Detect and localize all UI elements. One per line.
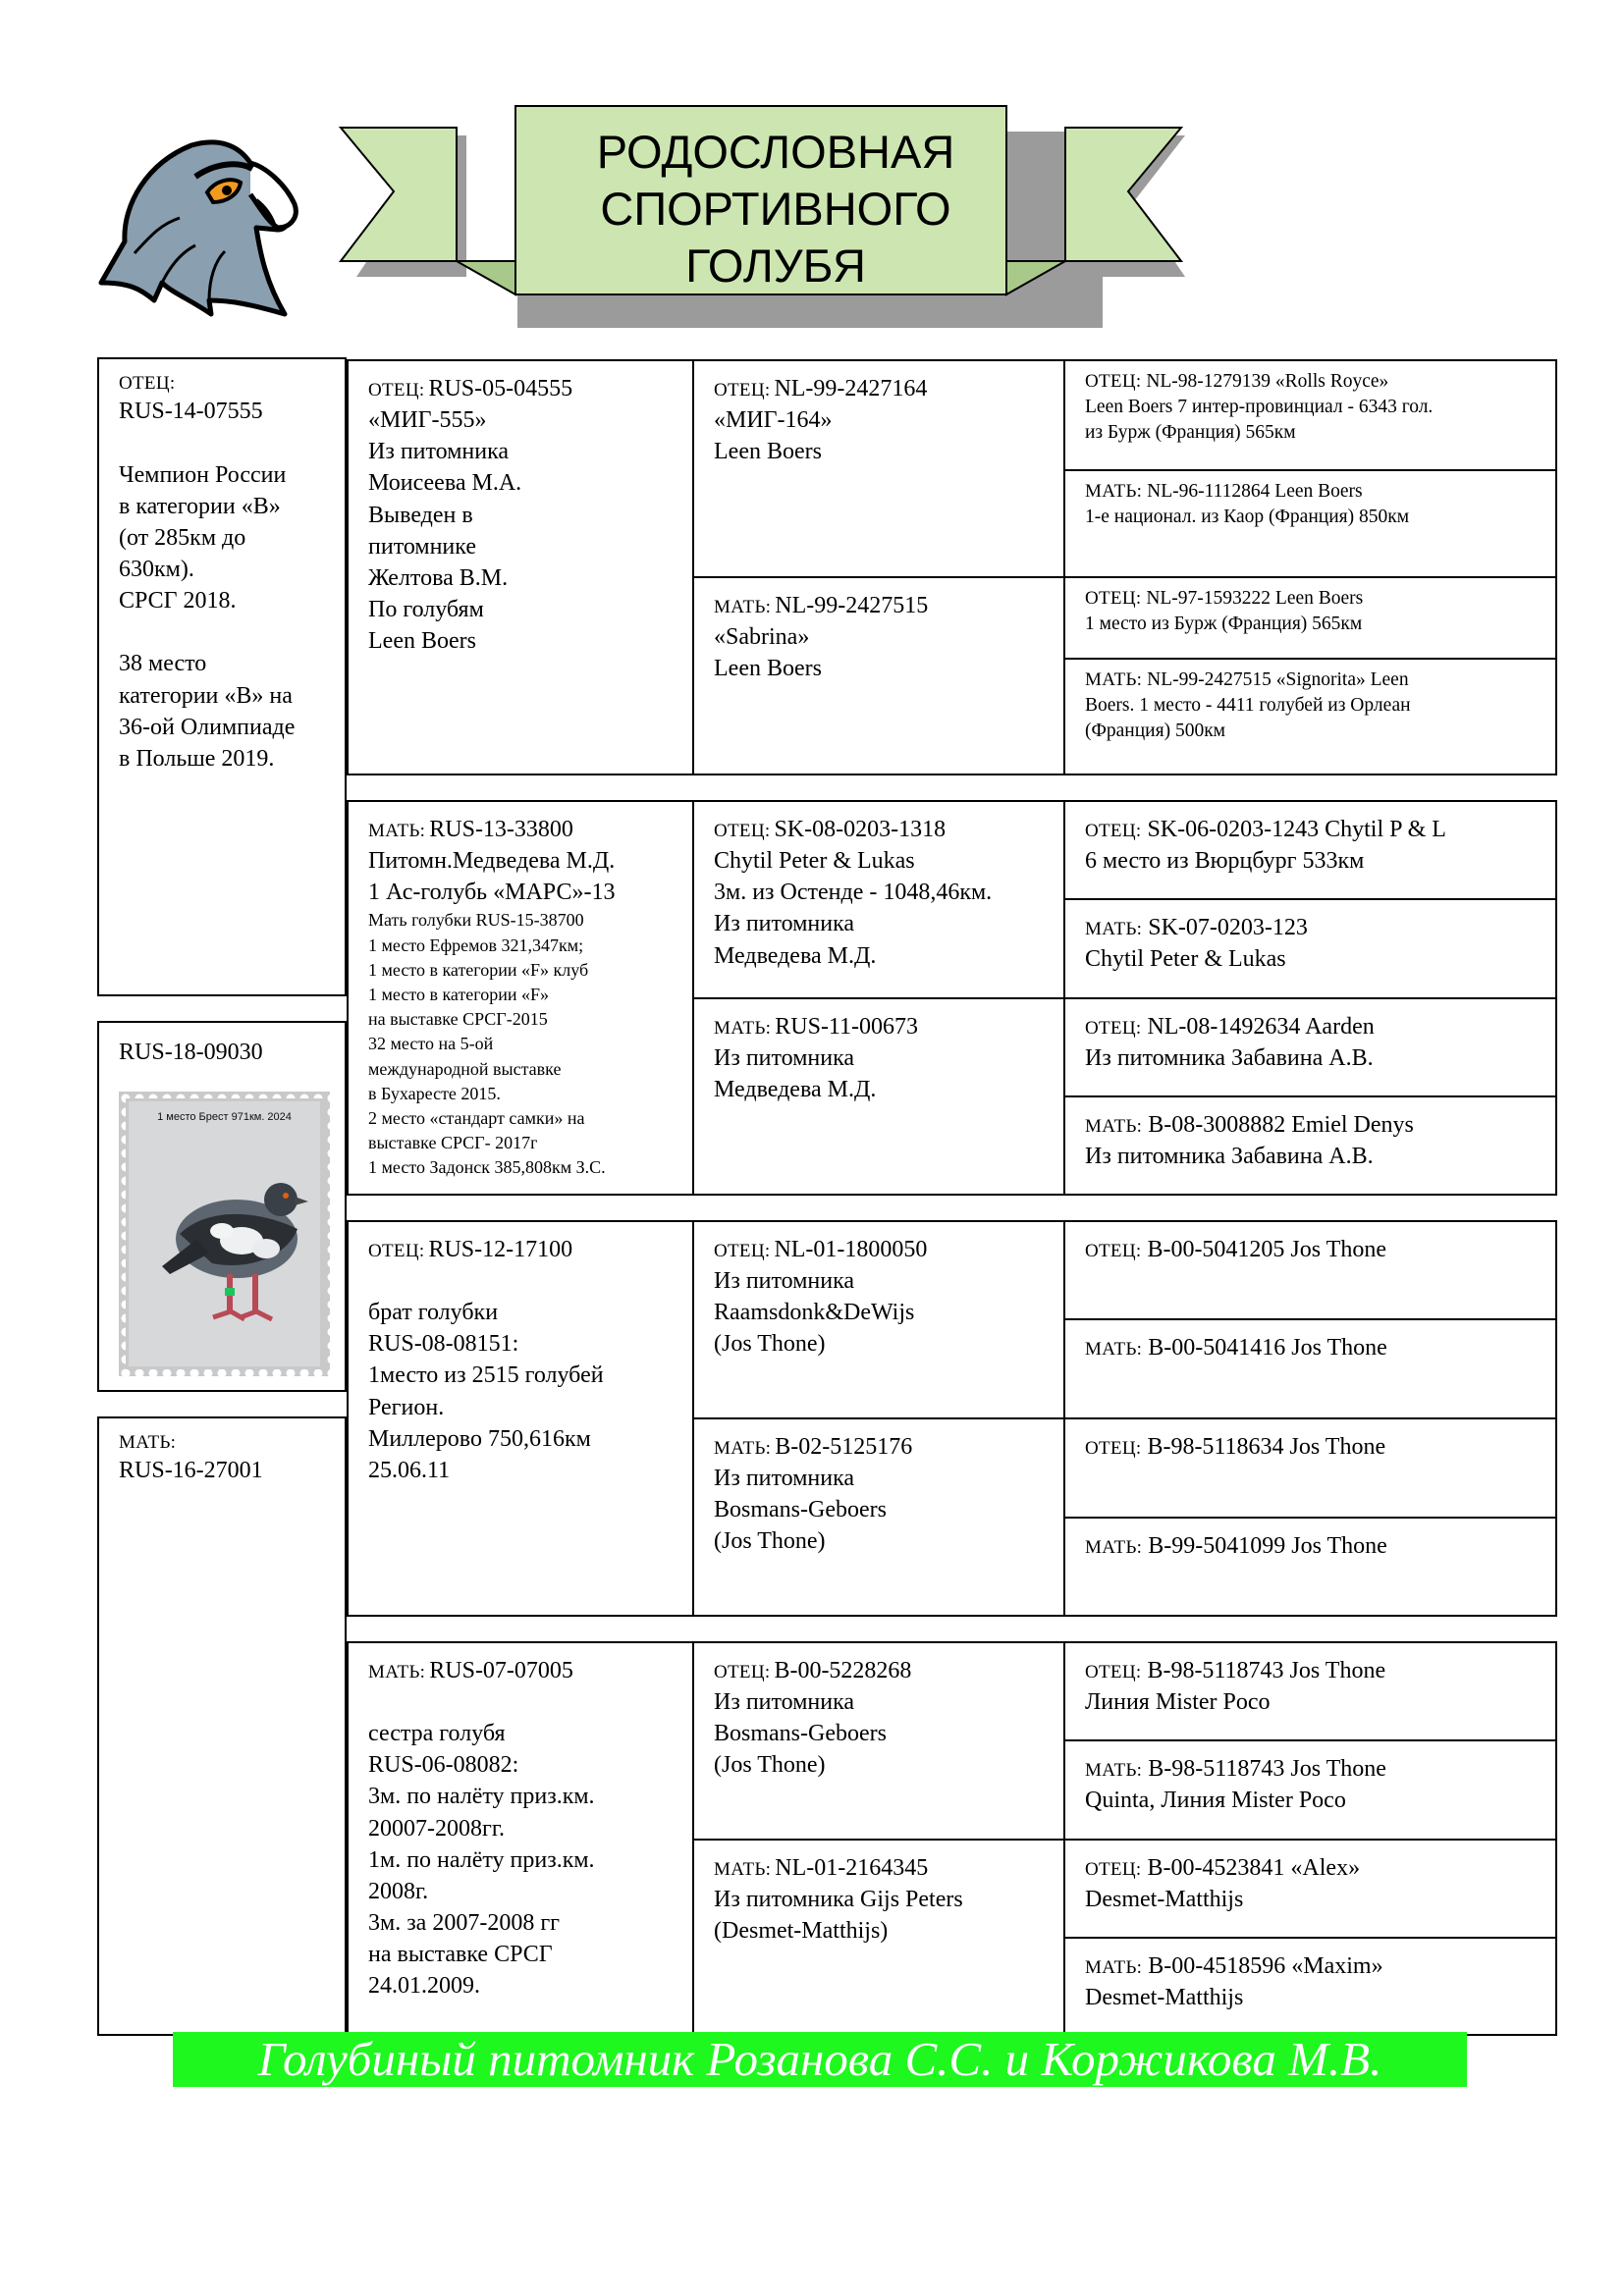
pigeon-head-icon	[93, 135, 314, 327]
gen4-cell-11: ОТЕЦ: B-98-5118634 Jos Thone	[1085, 1434, 1386, 1460]
gen4-cell-7: ОТЕЦ: NL-08-1492634 Aarden Из питомника Забавина А.В.	[1085, 1014, 1375, 1072]
gen3-cell-1: ОТЕЦ: NL-99-2427164 «МИГ-164» Leen Boers	[714, 376, 928, 465]
gen4-cell-12: МАТЬ: B-99-5041099 Jos Thone	[1085, 1533, 1387, 1559]
gen4-cell-14: МАТЬ: B-98-5118743 Jos Thone Quinta, Линия Mister Poco	[1085, 1756, 1386, 1814]
ff-cell: ОТЕЦ: RUS-05-04555 «МИГ-555» Из питомника Моисеева М.А. Выведен в питомнике Желтова В.М. По голубям Leen Boers	[368, 376, 573, 655]
gen4-cell-8: МАТЬ: B-08-3008882 Emiel Denys Из питомника Забавина А.В.	[1085, 1112, 1414, 1170]
fm-ring: RUS-13-33800	[429, 817, 573, 842]
ff-ring: RUS-05-04555	[428, 376, 573, 401]
fm-cell: МАТЬ: RUS-13-33800 Питомн.Медведева М.Д. 1 Ас-голубь «МАРС»-13 Мать голубки RUS-15-38700 1 место Ефремов 321,347км; 1 место в категории «F» клуб 1 место в категории «F» на выставке СРСГ-2015 32 место на 5-ой международной выставке в Бухаресте 2015. 2 место «стандарт самки» на выставке СРСГ- 2017г 1 место Задонск 385,808км З.С.	[368, 817, 616, 1178]
gen4-cell-15: ОТЕЦ: B-00-4523841 «Alex» Desmet-Matthijs	[1085, 1855, 1361, 1913]
gen4-cell-10: МАТЬ: B-00-5041416 Jos Thone	[1085, 1335, 1387, 1361]
mf-ring: RUS-12-17100	[428, 1237, 573, 1262]
mm-cell: МАТЬ: RUS-07-07005 сестра голубя RUS-06-08082: 3м. по налёту приз.км. 20007-2008гг. 1м. по налёту приз.км. 2008г. 3м. за 2007-2008 гг на выставке СРСГ 24.01.2009.	[368, 1658, 595, 2000]
footer-banner: Голубиный питомник Розанова С.С. и Коржикова М.В.	[173, 2032, 1467, 2087]
gen4-cell-5: ОТЕЦ: SK-06-0203-1243 Chytil P & L 6 место из Вюрцбург 533км	[1085, 817, 1446, 875]
gen3-cell-8: МАТЬ: NL-01-2164345 Из питомника Gijs Peters (Desmet-Matthijs)	[714, 1855, 963, 1945]
title-line-2: СПОРТИВНОГО	[600, 183, 951, 235]
subject-box	[97, 1021, 347, 1392]
subject-ring: RUS-18-09030	[119, 1040, 263, 1065]
gen3-cell-4: МАТЬ: RUS-11-00673 Из питомника Медведева М.Д.	[714, 1014, 919, 1103]
gen4-cell-3: ОТЕЦ: NL-97-1593222 Leen Boers 1 место из Бурж (Франция) 565км	[1085, 588, 1364, 635]
page-title	[530, 124, 1021, 294]
gen3-cell-5: ОТЕЦ: NL-01-1800050 Из питомника Raamsdonk&DeWijs (Jos Thone)	[714, 1237, 928, 1358]
mf-cell: ОТЕЦ: RUS-12-17100 брат голубки RUS-08-08151: 1место из 2515 голубей Регион. Миллерово 750,616км 25.06.11	[368, 1237, 604, 1483]
gen4-cell-6: МАТЬ: SK-07-0203-123 Chytil Peter & Lukas	[1085, 915, 1308, 973]
gen3-cell-7: ОТЕЦ: B-00-5228268 Из питомника Bosmans-Geboers (Jos Thone)	[714, 1658, 912, 1779]
gen4-cell-2: МАТЬ: NL-96-1112864 Leen Boers 1-е национал. из Каор (Франция) 850км	[1085, 481, 1410, 528]
pigeon-photo	[119, 1092, 330, 1376]
gen4-cell-16: МАТЬ: B-00-4518596 «Maxim» Desmet-Matthijs	[1085, 1953, 1383, 2011]
gen4-cell-13: ОТЕЦ: B-98-5118743 Jos Thone Линия Mister Poco	[1085, 1658, 1386, 1716]
gen3-cell-6: МАТЬ: B-02-5125176 Из питомника Bosmans-Geboers (Jos Thone)	[714, 1434, 913, 1555]
gen4-cell-9: ОТЕЦ: B-00-5041205 Jos Thone	[1085, 1237, 1386, 1262]
mother-box	[97, 1416, 347, 2036]
mother-ring: RUS-16-27001	[119, 1458, 263, 1484]
father-ring: RUS-14-07555	[119, 399, 263, 425]
photo-caption: 1 место Брест 971км. 2024	[157, 1111, 292, 1123]
title-line-1: РОДОСЛОВНАЯ	[596, 126, 955, 178]
mm-ring: RUS-07-07005	[429, 1658, 573, 1683]
gen4-cell-1: ОТЕЦ: NL-98-1279139 «Rolls Royce» Leen Boers 7 интер-провинциал - 6343 гол. из Бурж (Франция) 565км	[1085, 371, 1434, 444]
gen4-cell-4: МАТЬ: NL-99-2427515 «Signorita» Leen Boers. 1 место - 4411 голубей из Орлеан (Франция) 500км	[1085, 669, 1411, 742]
gen3-cell-3: ОТЕЦ: SK-08-0203-1318 Chytil Peter & Lukas 3м. из Остенде - 1048,46км. Из питомника Медведева М.Д.	[714, 817, 993, 969]
gen3-cell-2: МАТЬ: NL-99-2427515 «Sabrina» Leen Boers	[714, 593, 929, 682]
title-line-3: ГОЛУБЯ	[685, 240, 866, 292]
father-box: ОТЕЦ: RUS-14-07555 Чемпион России в категории «В» (от 285км до 630км). СРСГ 2018. 38 место категории «В» на 36-ой Олимпиаде в Польше 2019.	[97, 357, 347, 996]
father-label: ОТЕЦ:	[119, 373, 176, 394]
mother-label: МАТЬ:	[119, 1432, 177, 1453]
